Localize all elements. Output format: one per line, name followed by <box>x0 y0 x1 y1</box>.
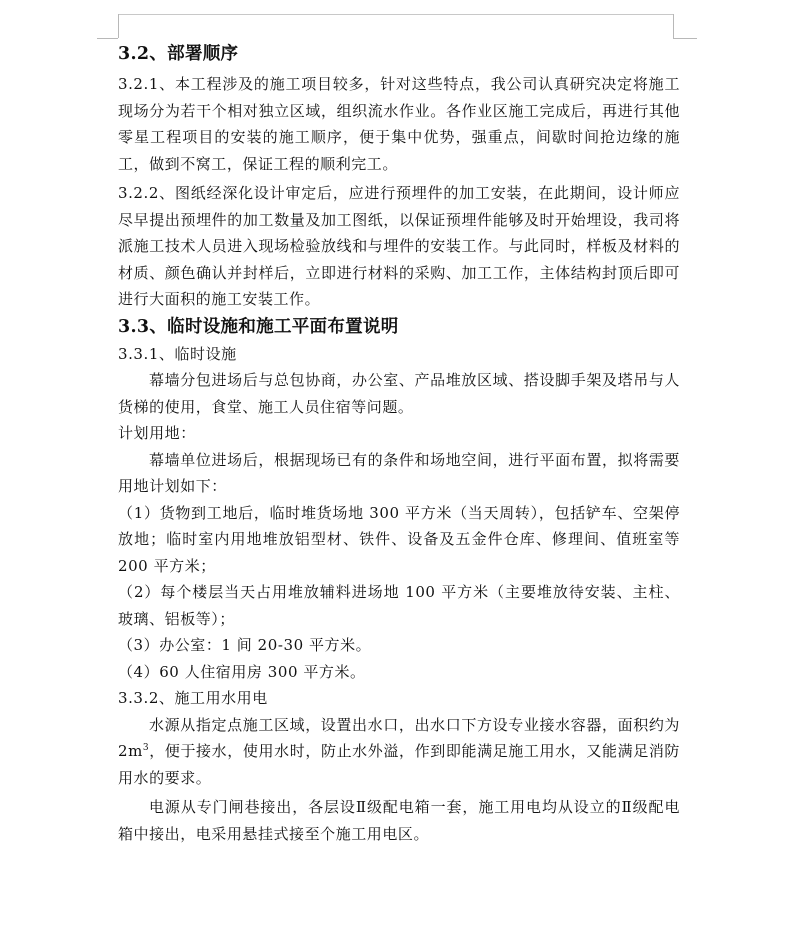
crop-mark-top-right-horizontal <box>673 38 697 39</box>
paragraph-temporary-facilities: 幕墙分包进场后与总包协商，办公室、产品堆放区域、搭设脚手架及塔吊与人货梯的使用，食堂、施工人员住宿等问题。 <box>118 371 680 416</box>
subheading-3-3-1: 3.3.1、临时设施 <box>118 344 237 363</box>
list-item-2: （2）每个楼层当天占用堆放辅料进场地 100 平方米（主要堆放待安装、主柱、玻璃、铝板等）； <box>118 583 680 628</box>
list-item-4: （4）60 人住宿用房 300 平方米。 <box>118 662 366 681</box>
water-text-part-1: 水源从指定点施工区域，设置出水口，出水口下方设专业接水容器，面积约为 2m <box>118 715 680 760</box>
section-heading-3-3: 3.3、临时设施和施工平面布置说明 <box>118 316 399 337</box>
crop-mark-top-left <box>118 14 119 38</box>
water-text-part-2: ，便于接水，使用水时，防止水外溢，作到即能满足施工用水，又能满足消防用水的要求。 <box>118 742 680 787</box>
label-land-plan: 计划用地： <box>118 424 196 442</box>
paragraph-3-2-1: 3.2.1、本工程涉及的施工项目较多，针对这些特点，我公司认真研究决定将施工现场分为若干个相对独立区域，组织流水作业。各作业区施工完成后，再进行其他零星工程项目的安装的施工顺序，便于集中优势，强重点，间歇时间抢边缘的施工，做到不窝工，保证工程的顺利完工。 <box>118 75 680 173</box>
water-unit-superscript: 3 <box>142 743 150 753</box>
list-item-1: （1）货物到工地后，临时堆货场地 300 平方米（当天周转），包括铲车、空架停放地；临时室内用地堆放铝型材、铁件、设备及五金件仓库、修理间、值班室等 200 平方米； <box>118 503 680 575</box>
crop-mark-top-left-horizontal <box>97 38 118 39</box>
section-heading-3-2: 3.2、部署顺序 <box>118 44 239 64</box>
list-item-3: （3）办公室：1 间 20-30 平方米。 <box>118 636 372 654</box>
page-top-border <box>118 14 673 15</box>
document-body <box>118 40 680 847</box>
crop-mark-top-right <box>673 14 674 38</box>
paragraph-water-supply <box>118 712 680 792</box>
paragraph-land-plan: 幕墙单位进场后，根据现场已有的条件和场地空间，进行平面布置，拟将需要用地计划如下： <box>118 450 680 495</box>
paragraph-power-supply: 电源从专门闸巷接出，各层设Ⅱ级配电箱一套，施工用电均从设立的Ⅱ级配电箱中接出，电采用悬挂式接至个施工用电区。 <box>118 798 680 843</box>
subheading-3-3-2: 3.3.2、施工用水用电 <box>118 689 268 707</box>
paragraph-3-2-2: 3.2.2、图纸经深化设计审定后，应进行预埋件的加工安装，在此期间，设计师应尽早提出预埋件的加工数量及加工图纸，以保证预埋件能够及时开始埋设，我司将派施工技术人员进入现场检验放线和与埋件的安装工作。与此同时，样板及材料的材质、颜色确认并封样后，立即进行材料的采购、加工工作，主体结构封顶后即可进行大面积的施工安装工作。 <box>118 184 680 308</box>
